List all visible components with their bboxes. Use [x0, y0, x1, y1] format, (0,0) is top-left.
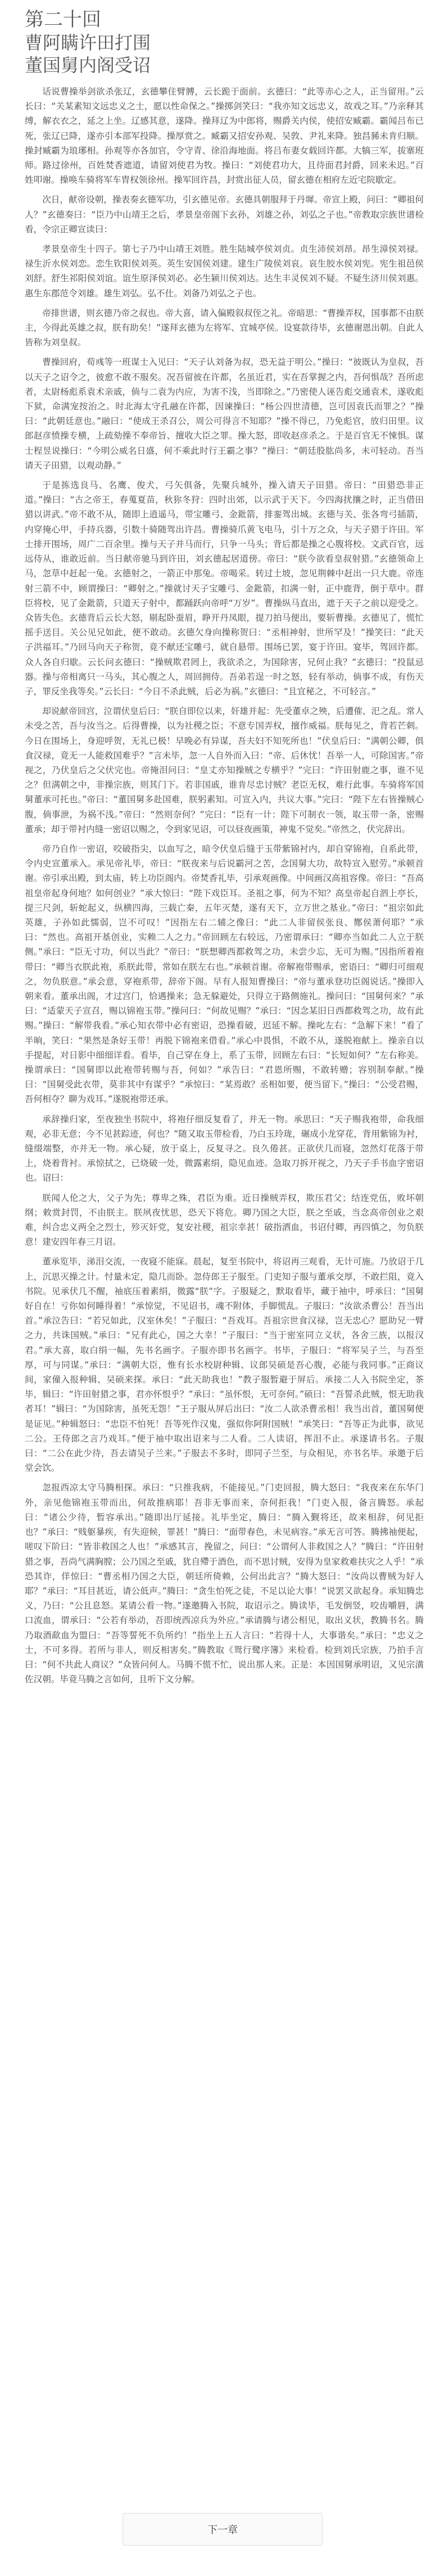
- paragraph: 忽报西凉太守马腾相探。承曰：“只推我病，不能接见。”门吏回报，腾大怒曰：“我夜来在东华门外，亲见他锦袍玉带而出，何故推病耶！吾非无事而来，奈何拒我！”门吏入报，备言腾怒。承起曰：“诸公少待，暂容承出。”随即出厅延接。礼毕坐定，腾曰：“腾入觐将还，故来相辞，何见拒也？”承曰：“贱躯暴疾，有失迎候，罪甚！”腾曰：“面带春色，未见病容。”承无言可答。腾拂袖便起，嗟叹下阶曰：“皆非救国之人也！”承感其言，挽留之，问曰：“公谓何人非救国之人？”腾曰：“许田射猎之事，吾尚气满胸膛；公乃国之至戚，犹自殢于酒色，而不思讨贼，安得为皇家救难扶灾之人乎！”承恐其诈，佯惊曰：“曹丞相乃国之大臣，朝廷所倚赖，公何出此言？”腾大怒曰：“汝尚以曹贼为好人耶？”承曰：“耳目甚近，请公低声。”腾曰：“贪生怕死之徒，不足以论大事！”说罢又欲起身。承知腾忠义，乃曰：“公且息怒。某请公看一物。”遂邀腾入书院，取诏示之。腾读毕，毛发倒竖，咬齿嚼唇，满口流血，谓承曰：“公若有举动，吾即统西凉兵为外应。”承请腾与诸公相见，取出义状，教腾书名。腾乃取酒歃血为盟曰：“吾等誓死不负所约！”指坐上五人言曰：“若得十人，大事谐矣。”承曰：“忠义之士，不可多得。若所与非人，则反相害矣。”腾教取《鸳行鹭序簿》来检看。检到刘氏宗族，乃拍手言曰：“何不共此人商议？”众皆问何人。马腾不慌不忙，说出那人来。正是：本因国舅承明诏，又见宗潢佐汉朝。毕竟马腾之言如何，且听下文分解。: [25, 1483, 424, 1685]
- paragraph: 承辞操归家，至夜独坐书院中，将袍仔细反复看了，并无一物。承思曰：“天子赐我袍带，命我细观，必非无意；今不见甚踪迹，何也？”随又取玉带检看，乃白玉玲珑，碾成小龙穿花，背用紫锦为衬，缝缀端整，亦并无一物。承心疑，放于桌上，反复寻之。良久倦甚。正欲伏几而寝，忽然灯花落于带上，烧着背衬。承惊拭之，已烧破一处，微露素绢，隐见血迹。急取刀拆开视之，乃天子手书血字密诏也。诏曰：: [25, 1114, 424, 1183]
- next-chapter-label: 下一章: [207, 2524, 238, 2536]
- next-chapter-button[interactable]: [123, 2513, 323, 2546]
- paragraph: 曹操回府，荀彧等一班谋士入见曰：“天子认刘备为叔，恐无益于明公。”操曰：“彼既认为皇叔，吾以天子之诏令之，彼愈不敢不服矣。况吾留彼在许都，名虽近君，实在吾掌握之内，吾何惧哉？吾所虑者，太尉杨彪系袁术亲戚，倘与二袁为内应，为害不浅，当即除之。”乃密使人诬告彪交通袁术，遂收彪下狱，命满宠按治之。时北海太守孔融在许都，因谏操曰：“杨公四世清德，岂可因袁氏而罪之？”操曰：“此朝廷意也。”融曰：“使成王杀召公，周公可得言不知耶？”操不得已，乃免彪官，放归田里。议郎赵彦愤操专横，上疏劾操不奉帝旨、擅收大臣之罪。操大怒，即收赵彦杀之。于是百官无不悚惧。谋士程昱说操曰：“今明公威名日盛，何不乘此时行王霸之事？”操曰：“朝廷股肱尚多，未可轻动。吾当请天子田猎，以观动静。”: [25, 357, 424, 471]
- paragraph: 帝乃自作一密诏，咬破指尖，以血写之，暗令伏皇后缝于玉带紫锦衬内，却自穿锦袍，自系此带，令内史宣董承入。承见帝礼毕，帝曰：“朕夜来与后说霸河之苦，念国舅大功，故特宣入慰劳。”承顿首谢。帝引承出殿，到太庙，转上功臣阁内。帝焚香礼毕，引承观画像。中间画汉高祖容像。帝曰：“吾高祖皇帝起身何地？如何创业？”承大惊曰：“陛下戏臣耳。圣祖之事，何为不知？高皇帝起自泗上亭长，提三尺剑，斩蛇起义，纵横四海，三载亡秦，五年灭楚，遂有天下，立万世之基业。”帝曰：“祖宗如此英雄，子孙如此懦弱，岂不可叹！”因指左右二辅之像曰：“此二人非留侯张良、酂侯萧何耶？”承曰：“然也。高祖开基创业，实赖二人之力。”帝回顾左右较远，乃密谓承曰：“卿亦当如此二人立于朕侧。”承曰：“臣无寸功，何以当此？”帝曰：“朕想卿西都救驾之功，未尝少忘，无可为赐。”因指所着袍带曰：“卿当衣朕此袍，系朕此带，常如在朕左右也。”承顿首谢。帝解袍带赐承，密语曰：“卿归可细观之，勿负朕意。”承会意，穿袍系带，辞帝下阁。早有人报知曹操曰：“帝与董承登功臣阁说话。”操即入朝来看。董承出阁，才过宫门，恰遇操来；急无躲避处，只得立于路侧施礼。操问曰：“国舅何来？”承曰：“适蒙天子宣召，赐以锦袍玉带。”操问曰：“何故见赐？”承曰：“因念某旧日西都救驾之功，故有此赐。”操曰：“解带我看。”承心知衣带中必有密诏，恐操看破，迟延不解。操叱左右：“急解下来！”看了半晌，笑曰：“果然是条好玉带！再脱下锦袍来借看。”承心中畏惧，不敢不从，遂脱袍献上。操亲自以手提起，对日影中细细详看。看毕，自己穿在身上，系了玉带，回顾左右曰：“长短如何？”左右称美。操谓承曰：“国舅即以此袍带转赐与吾，何如？”承告曰：“君恩所赐，不敢转赠；容别制奉献。”操曰：“国舅受此衣带，莫非其中有谋乎？”承惊曰：“某焉敢？丞相如要，便当留下。”操曰：“公受君赐，吾何相夺？聊为戏耳。”遂脱袍带还承。: [25, 843, 424, 1105]
- chapter-content: [25, 84, 424, 2468]
- paragraph: 孝景皇帝生十四子。第七子乃中山靖王刘胜。胜生陆城亭侯刘贞。贞生沛侯刘昂。昂生漳侯刘禄。禄生沂水侯刘恋。恋生钦阳侯刘英。英生安国侯刘建。建生广陵侯刘哀。哀生胶水侯刘宪。宪生祖邑侯刘舒。舒生祁阳侯刘谊。谊生原泽侯刘必。必生颍川侯刘达。达生丰灵侯刘不疑。不疑生济川侯刘惠。惠生东郡范令刘雄。雄生刘弘。弘不仕。刘备乃刘弘之子也。: [25, 244, 424, 299]
- paragraph: 话说曹操举剑欲杀张辽，玄德攀住臂膊，云长跪于面前。玄德曰：“此等赤心之人，正当留用。”云长曰：“关某素知文远忠义之士，愿以性命保之。”操掷剑笑曰：“我亦知文远忠义，故戏之耳。”乃亲释其缚，解衣衣之，延之上坐。辽感其意，遂降。操拜辽为中郎将，赐爵关内侯，使招安臧霸。霸闻吕布已死，张辽已降，遂亦引本部军投降。操厚赏之。臧霸又招安孙观、吴敦、尹礼来降。独昌豨未肯归顺。操封臧霸为琅琊相。孙观等亦各加官，令守青、徐沿海地面。将吕布妻女载回许都。大犒三军，拔寨班师。路过徐州，百姓焚香遮道，请留刘使君为牧。操曰：“刘使君功大，且待面君封爵，回来未迟。”百姓叩谢。操唤车骑将军车胄权领徐州。操军回许昌，封赏出征人员，留玄德在相府左近宅院歇定。: [25, 87, 424, 186]
- paragraph: 于是拣选良马、名鹰、俊犬，弓矢俱备，先聚兵城外，操入请天子田猎。帝曰：“田猎恐非正道。”操曰：“古之帝王，春蒐夏苗，秋狝冬狩：四时出郊，以示武于天下。今四海扰攘之时，正当借田猎以讲武。”帝不敢不从，随即上逍遥马，带宝雕弓、金鈚箭，排銮驾出城。玄德与关、张各弯弓插箭，内穿掩心甲，手持兵器，引数十骑随驾出许昌。曹操骑爪黄飞电马，引十万之众，与天子猎于许田。军士排开围场，周广二百余里。操与天子并马而行，只争一马头；背后都是操之心腹将校。文武百官，远远侍从，谁敢近前。当日献帝驰马到许田，刘玄德起居道傍。帝曰：“朕今欲看皇叔射猎。”玄德领命上马，忽草中赶起一兔。玄德射之，一箭正中那兔。帝喝采。转过土坡，忽见荆棘中赶出一只大鹿。帝连射三箭不中，顾谓操曰：“卿射之。”操就讨天子宝雕弓、金鈚箭，扣满一射，正中鹿背，倒于草中。群臣将校，见了金鈚箭，只道天子射中，都踊跃向帝呼“万岁”。曹操纵马直出，遮于天子之前以迎受之。众皆失色。玄德背后云长大怒，剔起卧蚕眉，睁开丹凤眼，提刀拍马便出，要斩曹操。玄德见了，慌忙摇手送目。关公见兄如此，便不敢动。玄德欠身向操称贺曰：“丞相神射，世所罕及！”操笑曰：“此天子洪福耳。”乃回马向天子称贺，竟不献还宝雕弓，就自悬带。围场已罢，宴于许田。宴毕，驾回许都。众人各自归歇。云长问玄德曰：“操贼欺君罔上，我欲杀之，为国除害，兄何止我？”玄德曰：“投鼠忌器。操与帝相离只一马头，其心腹之人，周回拥侍。吾弟若逞一时之怒，轻有举动，倘事不成，有伤天子，罪反坐我等矣。”云长曰：“今日不杀此贼，后必为祸。”玄德曰：“且宜秘之，不可轻言。”: [25, 480, 424, 697]
- chapter-footer: [0, 2492, 444, 2548]
- paragraph: 次日，献帝设朝，操表奏玄德军功，引玄德见帝。玄德具朝服拜于丹墀。帝宣上殿，问曰：“卿祖何人？”玄德奏曰：“臣乃中山靖王之后，孝景皇帝阁下玄孙，刘雄之孙，刘弘之子也。”帝教取宗族世谱检看，令宗正卿宣读曰：: [25, 195, 424, 234]
- chapter-title-line-2: 董国舅内阁受诏: [25, 55, 151, 76]
- paragraph: 朕闻人伦之大，父子为先；尊卑之殊，君臣为重。近日操贼弄权，欺压君父；结连党伍，败坏朝纲；敕赏封罚，不由朕主。朕夙夜忧思，恐天下将危。卿乃国之大臣，朕之至戚，当念高帝创业之艰难，纠合忠义两全之烈士，殄灭奸党，复安社稷，祖宗幸甚！破指洒血，书诏付卿，再四慎之，勿负朕意！建安四年春三月诏。: [25, 1192, 424, 1248]
- paragraph: 董承览毕，涕泪交流，一夜寝不能寐。晨起，复至书院中，将诏再三观看，无计可施。乃放诏于几上，沉思灭操之计。忖量未定，隐几而卧。忽侍郎王子服至。门吏知子服与董承交厚，不敢拦阻，竟入书院。见承伏几不醒，袖底压着素绢，微露“朕”字。子服疑之，默取看毕，藏于袖中，呼承曰：“国舅好自在！亏你如何睡得着！”承惊觉，不见诏书，魂不附体，手脚慌乱。子服曰：“汝欲杀曹公！吾当出首。”承泣告曰：“若兄如此，汉室休矣！”子服曰：“吾戏耳。吾祖宗世食汉禄，岂无忠心？愿助兄一臂之力，共诛国贼。”承曰：“兄有此心，国之大幸！”子服曰：“当于密室同立义状，各舍三族，以报汉君。”承大喜，取白绢一幅，先书名画字。子服亦即书名画字。书毕，子服曰：“将军吴子兰，与吾至厚，可与同谋。”承曰：“满朝大臣，惟有长水校尉种辑、议郎吴硕是吾心腹，必能与我同事。”正商议间，家僮入报种辑、吴硕来探。承曰：“此天助我也！”教子服暂避于屏后。承接二人入书院坐定，茶毕，辑曰：“许田射猎之事，君亦怀恨乎？”承曰：“虽怀恨，无可奈何。”硕曰：“吾誓杀此贼，恨无助我者耳！”辑曰：“为国除害，虽死无怨！”王子服从屏后出曰：“汝二人欲杀曹丞相！我当出首，董国舅便是证见。”种辑怒曰：“忠臣不怕死！吾等死作汉鬼，强似你阿附国贼！”承笑曰：“吾等正为此事，欲见二公。王侍郎之言乃戏耳。”便于袖中取出诏来与二人看。二人读诏，挥泪不止。承遂请书名。子服曰：“二公在此少待，吾去请吴子兰来。”子服去不多时，即同子兰至，与众相见，亦书名毕。承邀于后堂会饮。: [25, 1257, 424, 1474]
- chapter-header: [25, 8, 424, 76]
- chapter-title-line-1: 曹阿瞒许田打围: [25, 32, 151, 53]
- paragraph: 帝排世谱，则玄德乃帝之叔也。帝大喜，请入偏殿叙叔侄之礼。帝暗思：“曹操弄权，国事都不由朕主，今得此英雄之叔，朕有助矣！”遂拜玄德为左将军、宜城亭侯。设宴款待毕，玄德谢恩出朝。自此人皆称为刘皇叔。: [25, 308, 424, 348]
- paragraph: 却说献帝回宫，泣谓伏皇后曰：“朕自即位以来，奸雄并起：先受董卓之殃，后遭傕、汜之乱。常人未受之苦，吾与汝当之。后得曹操，以为社稷之臣；不意专国弄权，擅作威福。朕每见之，背若芒刺。今日在围场上，身迎呼贺，无礼已极！早晚必有异谋，吾夫妇不知死所也！”伏皇后曰：“满朝公卿，俱食汉禄，竟无一人能救国难乎？”言未毕，忽一人自外而入曰：“帝、后休忧！吾举一人，可除国害。”帝视之，乃伏皇后之父伏完也。帝掩泪问曰：“皇丈亦知操贼之专横乎？”完曰：“许田射鹿之事，谁不见之？但满朝之中，非操宗族，则其门下。若非国戚，谁肯尽忠讨贼？老臣无权，难行此事。车骑将军国舅董承可托也。”帝曰：“董国舅多赴国难，朕躬素知。可宣入内，共议大事。”完曰：“陛下左右皆操贼心腹，倘事泄，为祸不浅。”帝曰：“然则奈何？”完曰：“臣有一计：陛下可制衣一领，取玉带一条，密赐董承；却于带衬内缝一密诏以赐之，令到家见诏，可以昼夜画策，神鬼不觉矣。”帝然之，伏完辞出。: [25, 706, 424, 834]
- chapter-number: 第二十回: [25, 8, 101, 31]
